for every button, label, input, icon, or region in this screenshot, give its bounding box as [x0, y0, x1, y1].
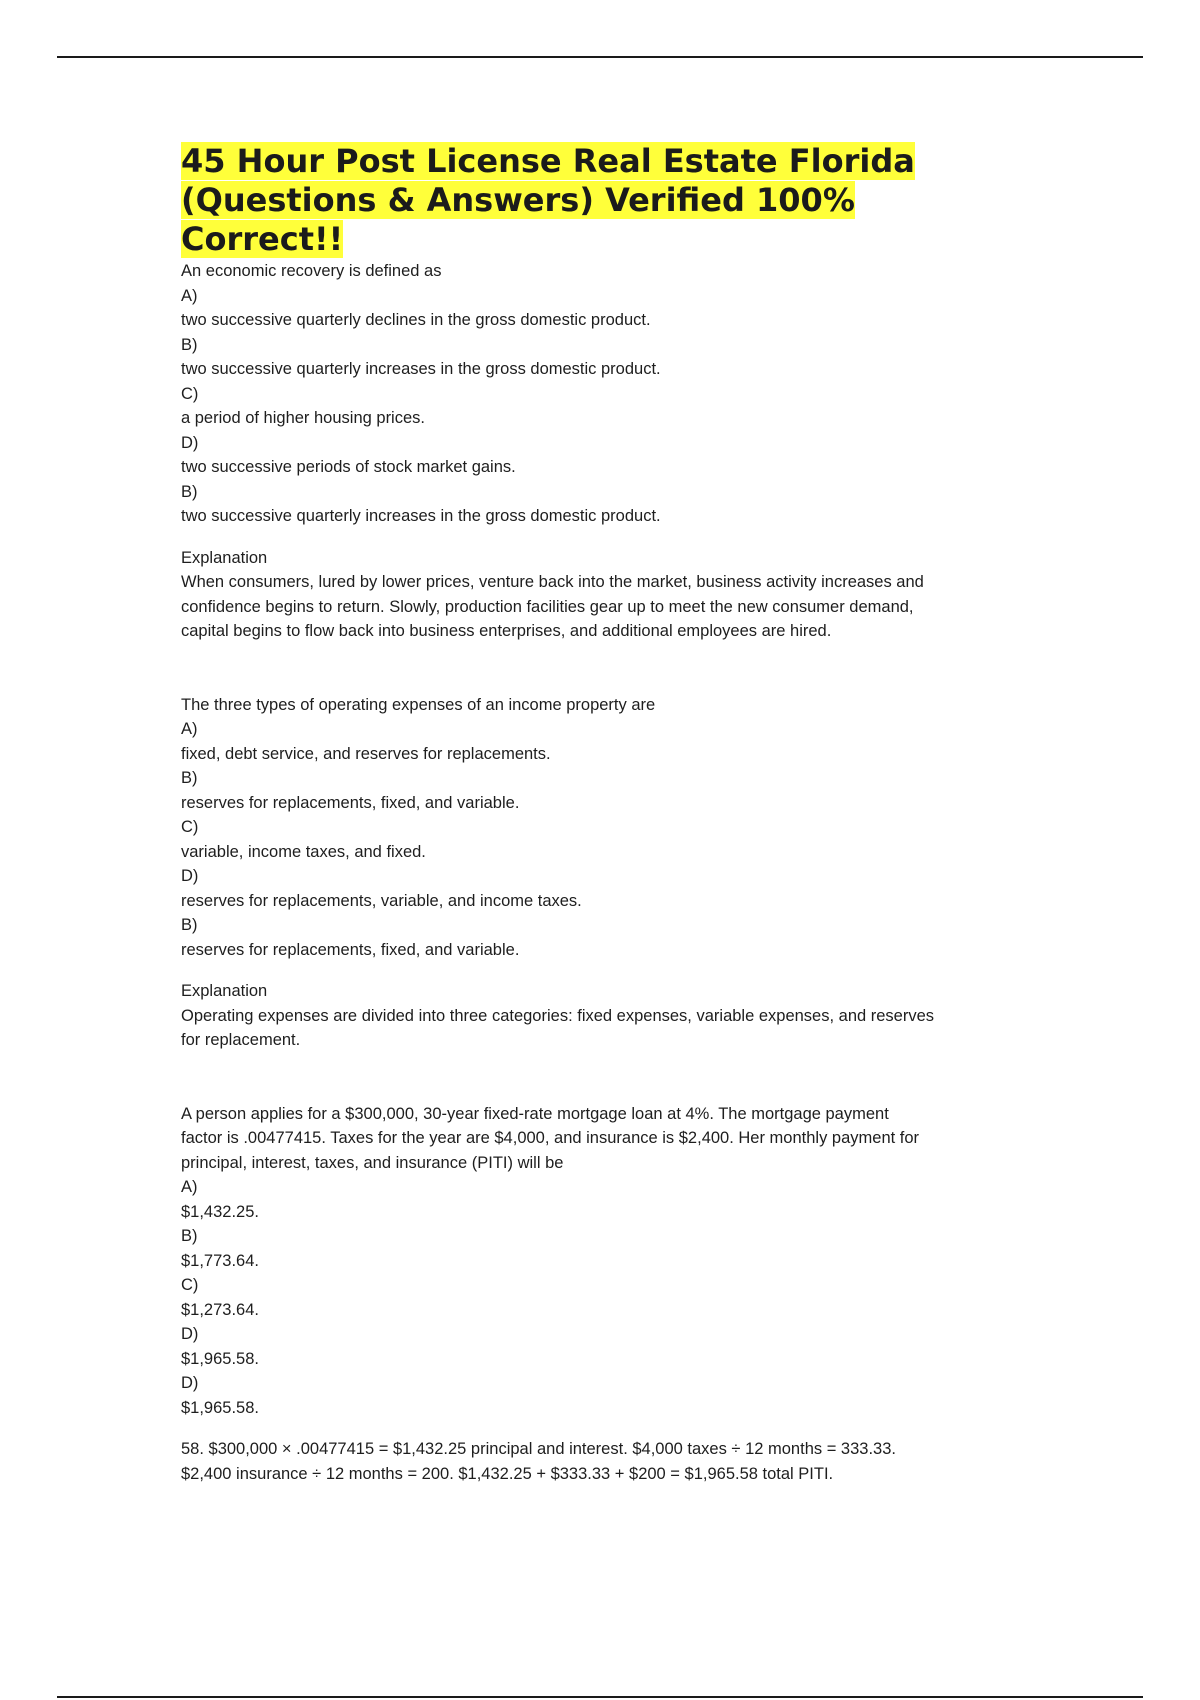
question-2-option-a-text: fixed, debt service, and reserves for replacements. — [181, 744, 551, 763]
question-1-option-d-letter: D) — [181, 433, 199, 452]
question-1-option-d-text: two successive periods of stock market gains. — [181, 458, 516, 476]
question-3-option-a-text: $1,432.25. — [181, 1202, 259, 1221]
question-3-option-c-letter: C) — [181, 1276, 199, 1294]
question-1-option-c-text: a period of higher housing prices. — [181, 409, 425, 427]
question-1-option-a-text: two successive quarterly declines in the gross domestic product. — [181, 311, 651, 329]
question-2-option-b-text: reserves for replacements, fixed, and variable. — [181, 793, 520, 812]
question-1-explanation-label: Explanation — [181, 548, 268, 567]
question-3-prompt-line-1: A person applies for a $300,000, 30-year fixed-rate mortgage loan at 4%. The mortgage payment — [181, 1104, 889, 1123]
document-body — [181, 142, 1041, 1486]
question-2-answer-letter: B) — [181, 916, 198, 934]
document-title — [181, 142, 1041, 259]
question-1-answer-text: two successive quarterly increases in the gross domestic product. — [181, 507, 661, 525]
question-3-option-d-letter: D) — [181, 1325, 199, 1343]
question-2-prompt: The three types of operating expenses of an income property are — [181, 695, 656, 714]
question-3 — [181, 1102, 1041, 1487]
question-3-option-d-text: $1,965.58. — [181, 1349, 259, 1368]
question-3-prompt-line-2: factor is .00477415. Taxes for the year are $4,000, and insurance is $2,400. Her monthly payment for — [181, 1129, 920, 1147]
question-3-answer-letter: D) — [181, 1374, 199, 1392]
question-1-prompt: An economic recovery is defined as — [181, 262, 442, 280]
question-1-option-b-letter: B) — [181, 335, 198, 354]
question-2-option-d-text: reserves for replacements, variable, and income taxes. — [181, 891, 582, 910]
question-3-answer-text: $1,965.58. — [181, 1398, 259, 1417]
question-1-answer-letter: B) — [181, 482, 198, 501]
question-2-answer-text: reserves for replacements, fixed, and variable. — [181, 940, 520, 959]
question-3-explanation-line-2: $2,400 insurance ÷ 12 months = 200. $1,432.25 + $333.33 + $200 = $1,965.58 total PITI. — [181, 1464, 834, 1483]
question-2 — [181, 693, 1041, 1053]
question-3-option-b-letter: B) — [181, 1227, 198, 1245]
question-2-explanation-line-1: Operating expenses are divided into three categories: fixed expenses, variable expenses, and reserves — [181, 1006, 935, 1025]
question-1 — [181, 259, 1041, 644]
title-line-3: Correct!! — [181, 220, 344, 258]
question-3-explanation-line-1: 58. $300,000 × .00477415 = $1,432.25 principal and interest. $4,000 taxes ÷ 12 months = 333.33. — [181, 1440, 896, 1458]
title-line-2: (Questions & Answers) Verified 100% — [181, 181, 855, 219]
title-line-1: 45 Hour Post License Real Estate Florida — [181, 142, 915, 180]
question-1-option-c-letter: C) — [181, 384, 199, 403]
question-1-option-a-letter: A) — [181, 286, 198, 305]
question-1-explanation-line-3: capital begins to flow back into business enterprises, and additional employees are hired. — [181, 622, 832, 640]
question-3-option-a-letter: A) — [181, 1178, 198, 1196]
question-2-option-c-text: variable, income taxes, and fixed. — [181, 842, 426, 861]
question-2-option-b-letter: B) — [181, 769, 198, 787]
question-2-option-a-letter: A) — [181, 720, 198, 738]
header-rule — [57, 56, 1143, 58]
question-2-option-c-letter: C) — [181, 818, 199, 836]
question-2-explanation-label: Explanation — [181, 982, 268, 1000]
question-3-option-c-text: $1,273.64. — [181, 1300, 259, 1319]
footer-rule — [57, 1696, 1143, 1698]
question-2-option-d-letter: D) — [181, 867, 199, 885]
question-1-explanation-line-1: When consumers, lured by lower prices, venture back into the market, business activity increases and — [181, 573, 924, 591]
question-3-option-b-text: $1,773.64. — [181, 1251, 259, 1270]
question-3-prompt-line-3: principal, interest, taxes, and insurance (PITI) will be — [181, 1153, 564, 1172]
question-1-explanation-line-2: confidence begins to return. Slowly, production facilities gear up to meet the new consumer demand, — [181, 597, 914, 616]
question-2-explanation-line-2: for replacement. — [181, 1031, 301, 1049]
question-1-option-b-text: two successive quarterly increases in the gross domestic product. — [181, 360, 661, 378]
